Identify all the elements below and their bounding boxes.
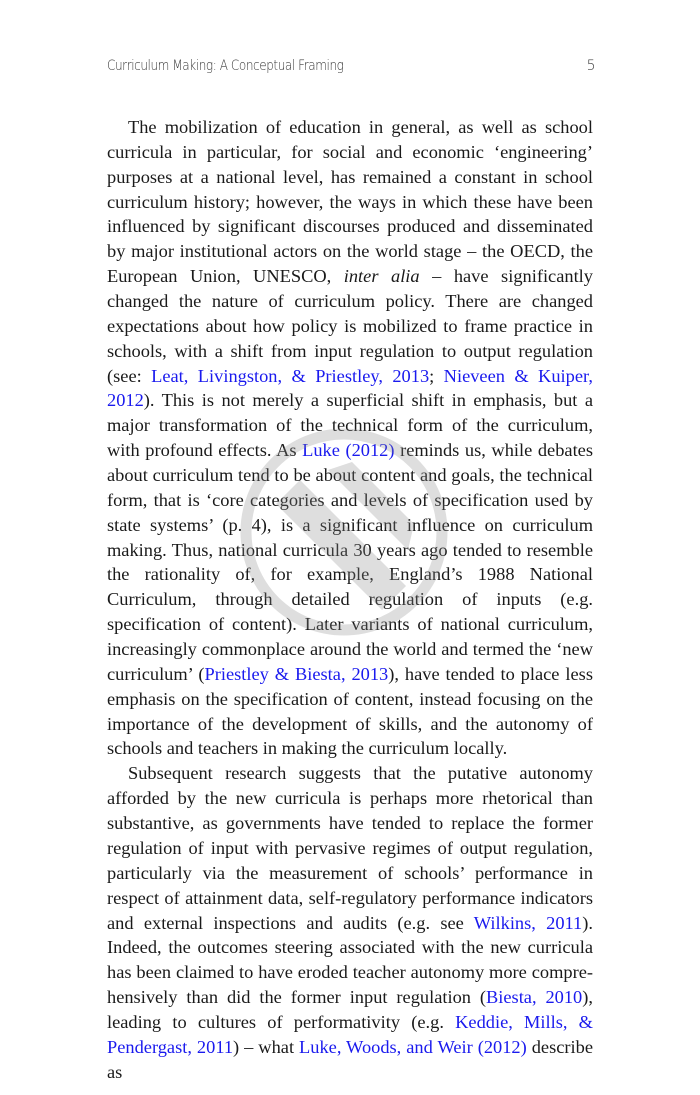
citation-link[interactable]: Luke, Woods, and Weir (2012) — [299, 1036, 527, 1057]
citation-link[interactable]: Leat, Livingston, & Priestley, 2013 — [151, 365, 430, 386]
running-head-title: Curriculum Making: A Conceptual Framing — [107, 58, 344, 74]
text-run: ), have tended to place less emphasis on the specification of content, instead focusing on the importance of the development of skills, and the autonomy of schools and teachers in making the curriculum locally. — [107, 663, 593, 759]
text-run: ) – what — [233, 1036, 300, 1057]
text-run: reminds us, while debates about curriculum tend to be about content and goals, the technical form, that is ‘core categories and levels of specification used by state systems’ (p. 4), is a significant influence on curriculum making. Thus, national curricula 30 years ago tended to resemble the rationality of, for example, England’s 1988 National Curriculum, through detailed regulation of inputs (e.g. specification of content). Later variants of national curriculum, increasingly commonplace around the world and termed the ‘new curriculum’ ( — [107, 440, 593, 684]
citation-link[interactable]: Keddie, Mills, & Pendergast, 2011 — [107, 1011, 593, 1057]
citation-link[interactable]: Wilkins, 2011 — [473, 912, 583, 933]
citation-link[interactable]: Luke (2012) — [302, 440, 395, 461]
page-number: 5 — [586, 58, 595, 74]
citation-link[interactable]: Priestley & Biesta, 2013 — [204, 663, 389, 684]
text-run: ), leading to cultures of performativity (e.g. — [107, 987, 593, 1032]
text-run: The mobilization of education in general, as well as school curricula in particular, for social and economic ‘engineering’ purposes at a national level, has remained a constant in school curriculum history; however, the ways in which these have been influenced by significant discourses produced and disseminated by major institutional actors on the world stage – the OECD, the European Union, UNESCO, — [107, 117, 593, 287]
paragraph — [107, 761, 593, 1084]
running-head — [107, 58, 595, 80]
text-run: ). This is not merely a superficial shift in emphasis, but a major transformation of the technical form of the curriculum, with profound effects. As — [107, 390, 593, 461]
text-run: Subsequent research suggests that the putative autonomy afforded by the new curricula is perhaps more rhetorical than substantive, as governments have tended to replace the former regulation of input with pervasive regimes of output regulation, particularly via the measurement of schools’ performance in respect of attainment data, self-regulatory performance indicators and external inspections and audits (e.g. see — [107, 763, 593, 933]
text-run: ). Indeed, the outcomes steering associated with the new curricula has been claimed to have eroded teacher autonomy more comprehensively than did the former input regulation ( — [107, 912, 593, 1008]
italic-text: inter alia — [343, 266, 420, 287]
citation-link[interactable]: Nieveen & Kuiper, 2012 — [107, 365, 593, 411]
text-run: describe as — [107, 1036, 593, 1082]
citation-link[interactable]: Biesta, 2010 — [486, 987, 583, 1008]
body-text — [107, 115, 593, 1085]
text-run: ; — [429, 365, 444, 386]
text-run: – have significantly changed the nature of curriculum policy. There are changed expectations about how policy is mobilized to frame practice in schools, with a shift from input regulation to output regulation (see: — [107, 266, 593, 386]
paragraph — [107, 115, 593, 761]
